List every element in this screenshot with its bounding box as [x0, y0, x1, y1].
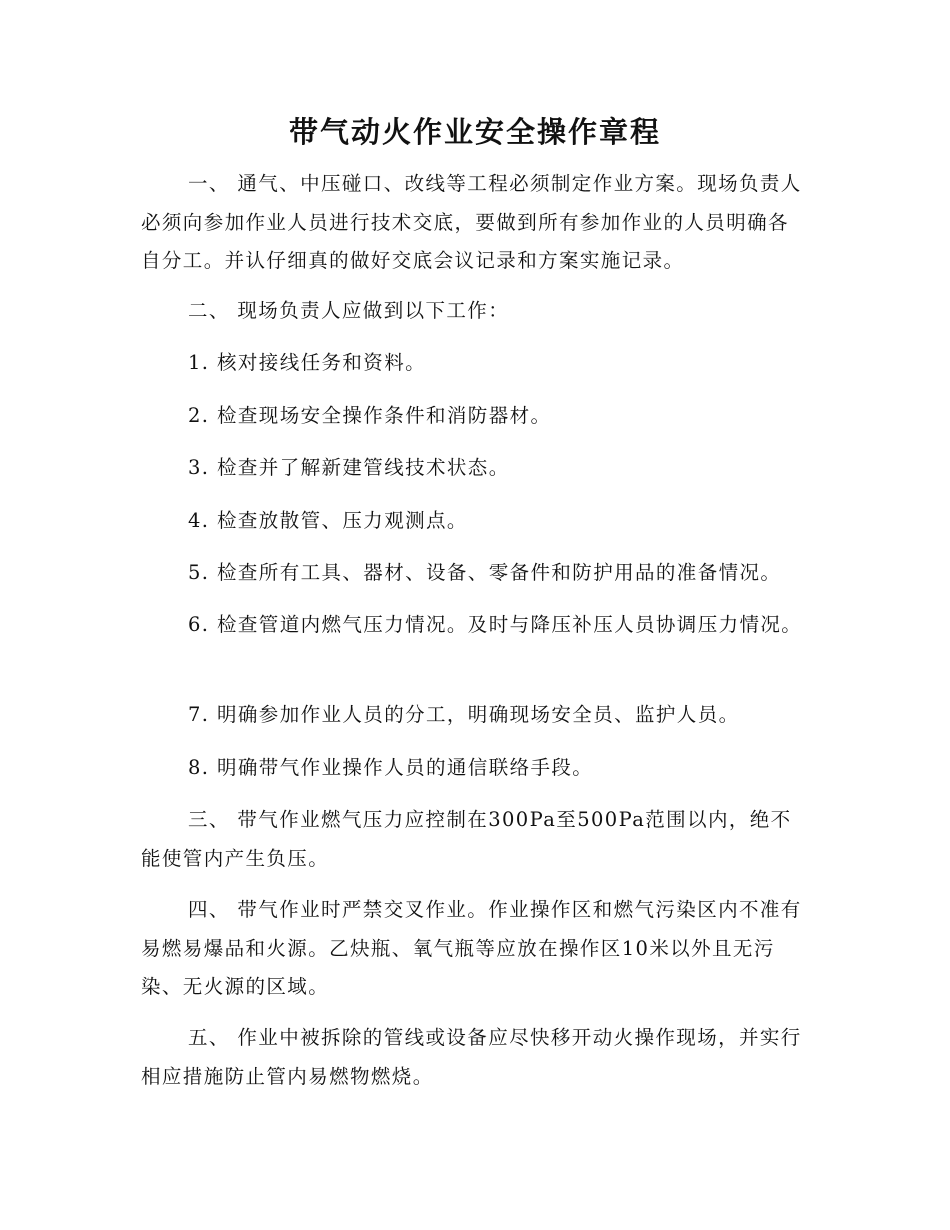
list-item-7: 7. 明确参加作业人员的分工，明确现场安全员、监护人员。 [188, 703, 740, 726]
list-item-3: 3. 检查并了解新建管线技术状态。 [188, 456, 510, 479]
paragraph-section-3: 三、 带气作业燃气压力应控制在300Pa至500Pa范围以内，绝不能使管内产生负压。 [141, 808, 792, 870]
paragraph-section-4: 四、 带气作业时严禁交叉作业。作业操作区和燃气污染区内不准有易燃易爆品和火源。乙炔瓶、氧气瓶等应放在操作区10米以外且无污染、无火源的区域。 [141, 898, 802, 998]
list-item-1: 1. 核对接线任务和资料。 [188, 351, 427, 374]
list-item-4: 4. 检查放散管、压力观测点。 [188, 509, 468, 532]
list-item-2: 2. 检查现场安全操作条件和消防器材。 [188, 404, 552, 427]
list-item-5: 5. 检查所有工具、器材、设备、零备件和防护用品的准备情况。 [188, 561, 782, 584]
paragraph-section-1: 一、 通气、中压碰口、改线等工程必须制定作业方案。现场负责人必须向参加作业人员进行技术交底，要做到所有参加作业的人员明确各自分工。并认仔细真的做好交底会议记录和方案实施记录。 [141, 172, 802, 272]
list-item-8: 8. 明确带气作业操作人员的通信联络手段。 [188, 756, 594, 779]
list-item-6: 6. 检查管道内燃气压力情况。及时与降压补压人员协调压力情况。 [188, 613, 803, 636]
paragraph-section-2: 二、 现场负责人应做到以下工作： [188, 299, 510, 322]
paragraph-section-5: 五、 作业中被拆除的管线或设备应尽快移开动火操作现场，并实行相应措施防止管内易燃物燃烧。 [141, 1026, 802, 1088]
document-title: 带气动火作业安全操作章程 [288, 115, 661, 149]
